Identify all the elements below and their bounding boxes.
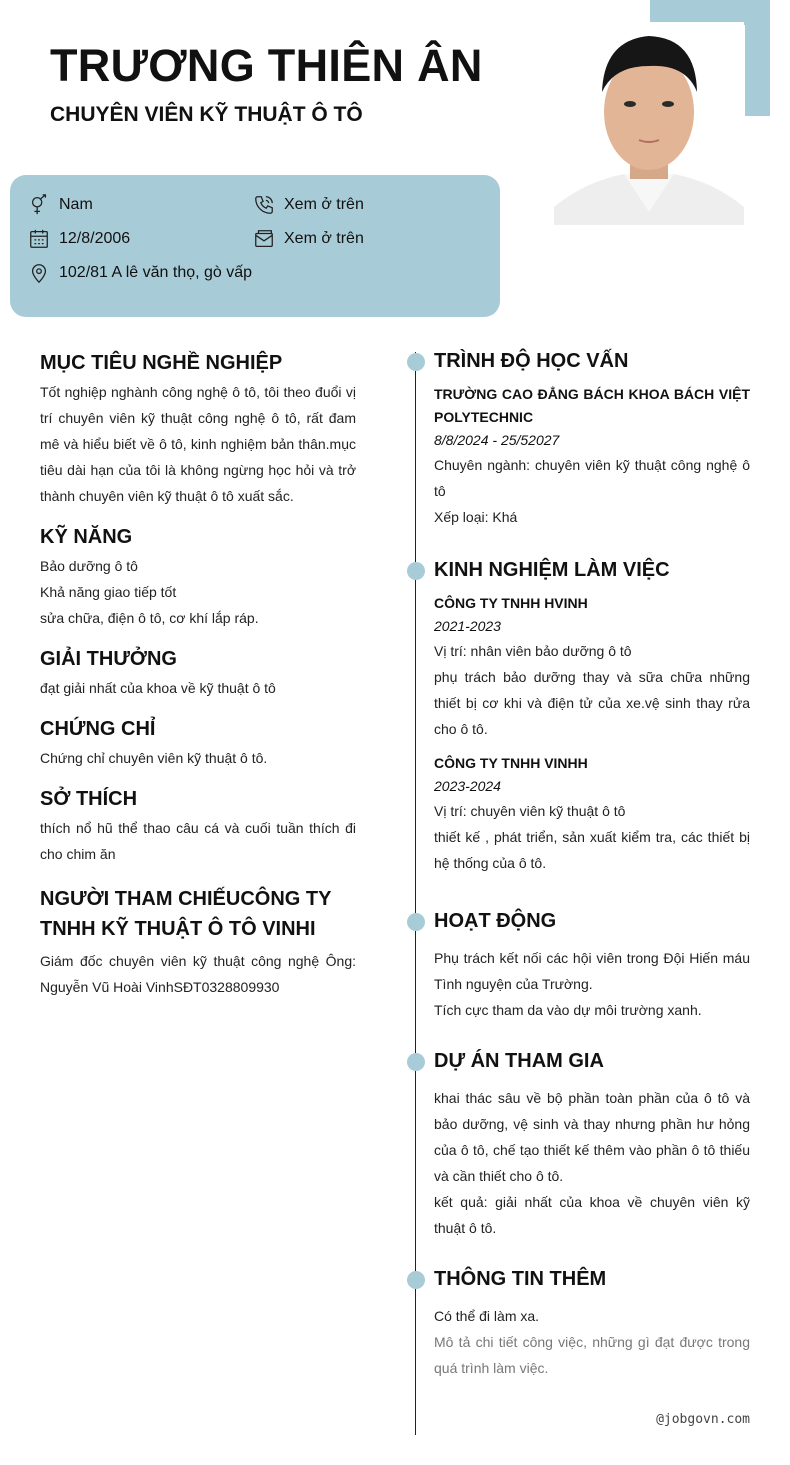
education-section — [434, 350, 750, 530]
job-position: Vị trí: chuyên viên kỹ thuật ô tô — [434, 803, 626, 819]
skills-section — [40, 526, 356, 631]
gender-value: Nam — [59, 196, 93, 213]
projects-line: kết quả: giải nhất của khoa về chuyên viên kỹ thuật ô tô. — [434, 1194, 750, 1236]
school-name: TRƯỜNG CAO ĐẲNG BÁCH KHOA BÁCH VIỆT POLYTECHNIC — [434, 386, 750, 425]
job-company: CÔNG TY TNHH VINHH — [434, 755, 588, 771]
job-description: thiết kế , phát triển, sản xuất kiểm tra, các thiết bị hệ thống của ô tô. — [434, 829, 750, 871]
hobbies-title: SỞ THÍCH — [40, 788, 138, 810]
job-entry — [434, 592, 750, 742]
activities-section — [434, 910, 750, 1023]
extra-info-title: THÔNG TIN THÊM — [434, 1268, 607, 1290]
timeline-dot — [407, 353, 425, 371]
extra-info-line: Có thể đi làm xa. — [434, 1308, 540, 1324]
birthday-value: 12/8/2006 — [59, 230, 131, 247]
job-position: Vị trí: nhân viên bảo dưỡng ô tô — [434, 643, 632, 659]
certificates-section — [40, 718, 356, 771]
job-description: phụ trách bảo dưỡng thay và sữa chữa những thiết bị cơ khi và điện tử của xe.vệ sinh thay rửa cho ô tô. — [434, 669, 750, 737]
references-body: Giám đốc chuyên viên kỹ thuật công nghệ Ông: Nguyễn Vũ Hoài VinhSĐT0328809930 — [40, 953, 356, 995]
timeline-dot — [407, 1271, 425, 1289]
skill-item: sửa chữa, điện ô tô, cơ khí lắp ráp. — [40, 610, 259, 626]
profile-photo — [554, 22, 744, 225]
left-column — [40, 352, 356, 1017]
education-major: Chuyên ngành: chuyên viên kỹ thuật công nghệ ô tô — [434, 457, 750, 499]
skills-list — [40, 553, 356, 631]
location-icon — [28, 262, 50, 284]
watermark: @jobgovn.com — [656, 1412, 750, 1427]
candidate-name: TRƯƠNG THIÊN ÂN — [50, 40, 483, 91]
email-icon — [253, 228, 275, 250]
certificates-title: CHỨNG CHỈ — [40, 718, 156, 740]
awards-section — [40, 648, 356, 701]
activities-line: Tích cực tham da vào dự môi trường xanh. — [434, 1002, 702, 1018]
address-value: 102/81 A lê văn thọ, gò vấp — [59, 264, 253, 281]
email-row — [253, 228, 364, 250]
activities-title: HOẠT ĐỘNG — [434, 910, 557, 932]
birthday-row — [28, 228, 130, 250]
skill-item: Khả năng giao tiếp tốt — [40, 584, 177, 600]
projects-section — [434, 1050, 750, 1241]
extra-info-section — [434, 1268, 750, 1381]
certificates-body: Chứng chỉ chuyên viên kỹ thuật ô tô. — [40, 750, 268, 766]
projects-line: khai thác sâu về bộ phần toàn phần của ô tô và bảo dưỡng, vệ sinh và thay nhưng phần hư hỏng của ô tô, chế tạo thiết kế thêm vào phần ô tô thiếu và cần thiết cho ô tô. — [434, 1090, 750, 1184]
education-period: 8/8/2024 - 25/52027 — [434, 432, 560, 448]
timeline-dot — [407, 913, 425, 931]
references-section — [40, 884, 356, 1000]
skill-item: Bảo dưỡng ô tô — [40, 558, 138, 574]
objective-title: MỤC TIÊU NGHỀ NGHIỆP — [40, 352, 283, 374]
timeline-dot — [407, 1053, 425, 1071]
education-rank: Xếp loại: Khá — [434, 509, 518, 525]
timeline-dot — [407, 562, 425, 580]
awards-body: đạt giải nhất của khoa về kỹ thuật ô tô — [40, 680, 276, 696]
objective-section — [40, 352, 356, 509]
extra-info-placeholder: Mô tả chi tiết công việc, những gì đạt được trong quá trình làm việc. — [434, 1334, 750, 1376]
gender-row — [28, 194, 93, 216]
job-period: 2023-2024 — [434, 778, 501, 794]
projects-title: DỰ ÁN THAM GIA — [434, 1050, 604, 1072]
address-row — [28, 262, 252, 284]
phone-row — [253, 194, 364, 216]
gender-icon — [28, 194, 50, 216]
education-title: TRÌNH ĐỘ HỌC VẤN — [434, 350, 629, 372]
skills-title: KỸ NĂNG — [40, 526, 133, 548]
hobbies-section — [40, 788, 356, 867]
awards-title: GIẢI THƯỞNG — [40, 648, 177, 670]
job-period: 2021-2023 — [434, 618, 501, 634]
email-value: Xem ở trên — [284, 230, 364, 247]
references-title: NGƯỜI THAM CHIẾUCÔNG TY TNHH KỸ THUẬT Ô TÔ VINHI — [40, 888, 332, 940]
activities-line: Phụ trách kết nối các hội viên trong Đội Hiến máu Tình nguyện của Trường. — [434, 950, 750, 992]
job-entry — [434, 752, 750, 876]
hobbies-body: thích nổ hũ thể thao câu cá và cuối tuần thích đi cho chim ăn — [40, 820, 356, 862]
objective-body: Tốt nghiệp nghành công nghệ ô tô, tôi theo đuổi vị trí chuyên viên kỹ thuật công nghệ ô tô, rất đam mê và hiểu biết về ô tô, kinh nghiệm bản thân.mục tiêu dài hạn của tôi là không ngừng học hỏi và trở thành chuyên viên kỹ thuật ô tô xuất sắc. — [40, 384, 356, 504]
job-company: CÔNG TY TNHH HVINH — [434, 595, 588, 611]
experience-section — [434, 559, 750, 876]
phone-icon — [253, 194, 275, 216]
job-title: CHUYÊN VIÊN KỸ THUẬT Ô TÔ — [50, 103, 363, 126]
contact-info-box — [10, 175, 500, 317]
experience-title: KINH NGHIỆM LÀM VIỆC — [434, 559, 670, 581]
calendar-icon — [28, 228, 50, 250]
phone-value: Xem ở trên — [284, 196, 364, 213]
